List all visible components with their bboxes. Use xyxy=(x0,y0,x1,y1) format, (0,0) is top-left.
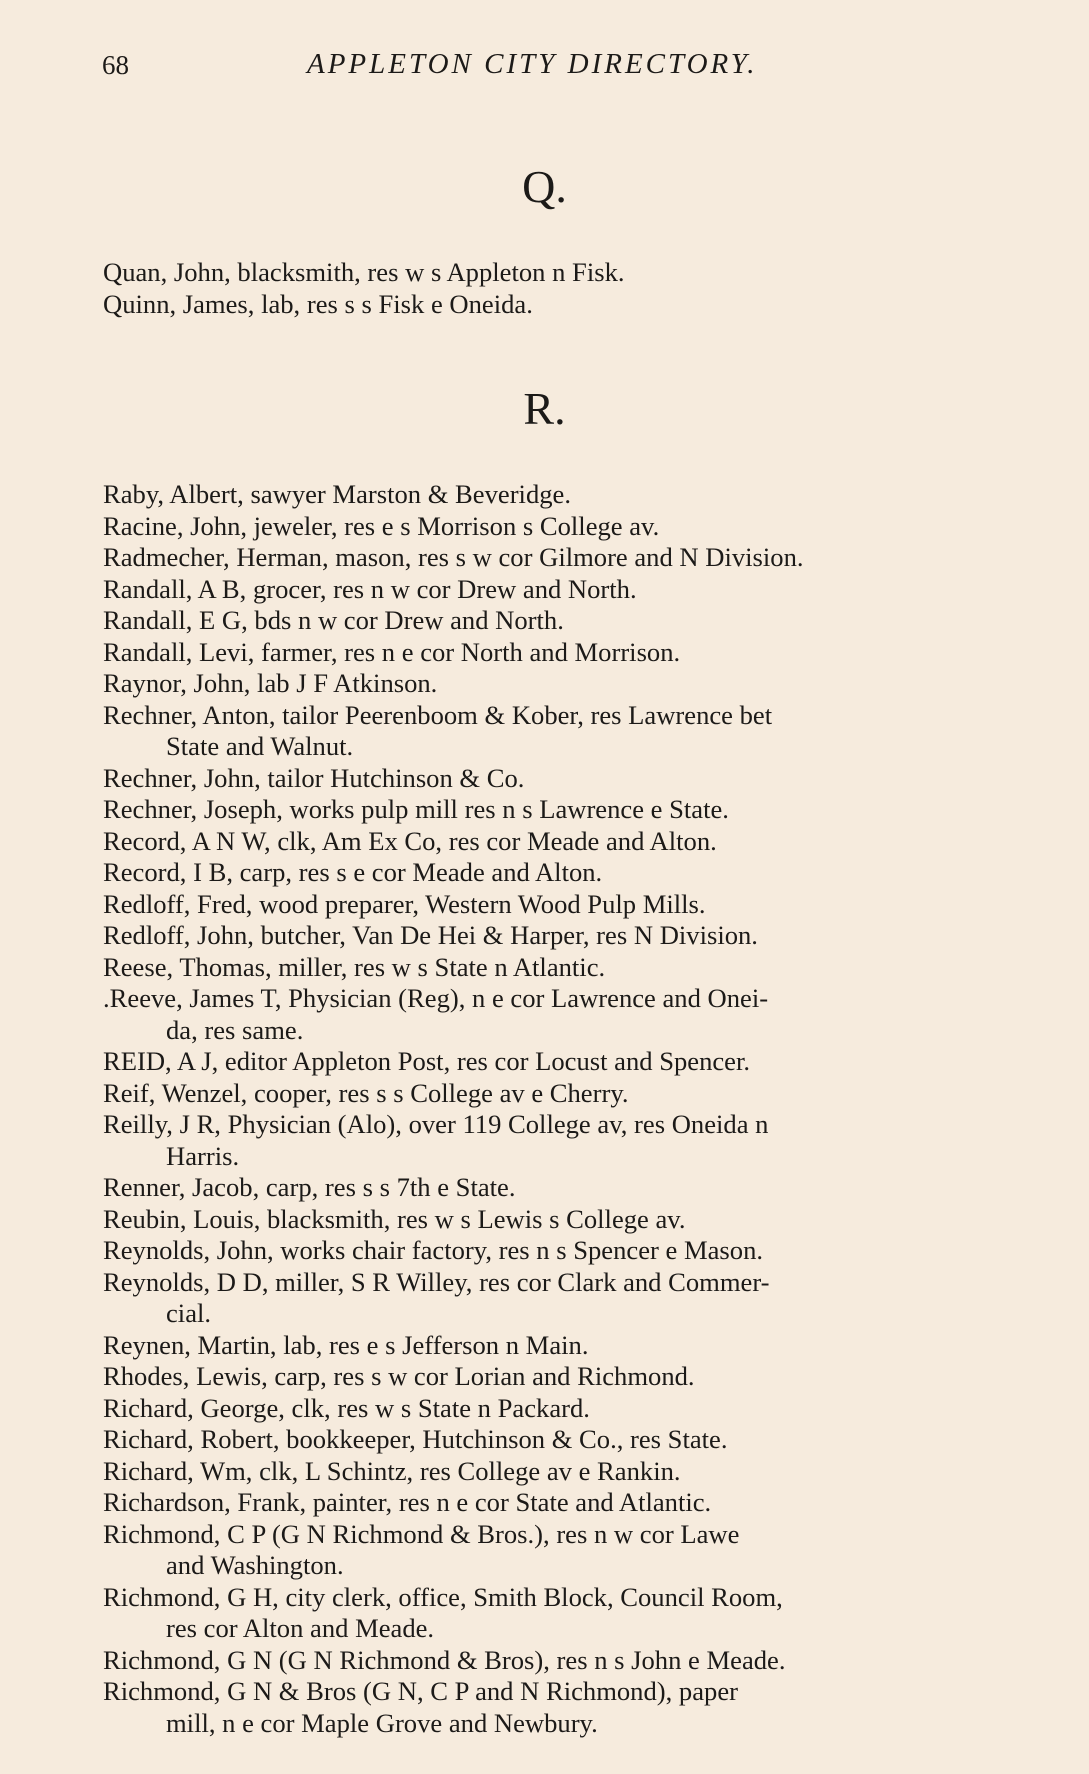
entry-line: Randall, Levi, farmer, res n e cor North and Morrison. xyxy=(103,636,681,667)
entry-line: Quan, John, blacksmith, res w s Appleton n Fisk. xyxy=(103,257,625,287)
section-q-entries xyxy=(103,257,1003,320)
directory-entry xyxy=(103,826,1003,858)
directory-entry xyxy=(103,1424,1003,1456)
directory-entry xyxy=(103,511,1003,543)
page-number: 68 xyxy=(102,50,129,80)
entry-line: Richmond, G H, city clerk, office, Smith Block, Council Room, xyxy=(103,1581,783,1612)
entry-line: Richard, Robert, bookkeeper, Hutchinson & Co., res State. xyxy=(103,1424,728,1454)
directory-entry xyxy=(103,605,1003,637)
entry-line: Richardson, Frank, painter, res n e cor State and Atlantic. xyxy=(103,1487,712,1517)
entry-line: Reynolds, John, works chair factory, res n s Spencer e Mason. xyxy=(103,1235,764,1265)
entry-line: REID, A J, editor Appleton Post, res cor Locust and Spencer. xyxy=(103,1046,751,1076)
directory-entry xyxy=(103,1519,1003,1582)
directory-entry xyxy=(103,574,1003,606)
running-title: APPLETON CITY DIRECTORY. xyxy=(307,48,758,80)
directory-entry xyxy=(103,1235,1003,1267)
entry-continuation: res cor Alton and Meade. xyxy=(166,1613,435,1643)
entry-line: Record, I B, carp, res s e cor Meade and Alton. xyxy=(103,857,603,887)
entry-line: Radmecher, Herman, mason, res s w cor Gilmore and N Division. xyxy=(103,542,804,572)
directory-entry xyxy=(103,1393,1003,1425)
entry-line: Reynen, Martin, lab, res e s Jefferson n Main. xyxy=(103,1329,589,1360)
entry-line: Raby, Albert, sawyer Marston & Beveridge. xyxy=(103,479,571,509)
entry-line: .Reeve, James T, Physician (Reg), n e cor Lawrence and Onei- xyxy=(103,983,769,1013)
directory-entry xyxy=(103,1645,1003,1677)
directory-entry xyxy=(103,763,1003,795)
directory-entry xyxy=(103,1172,1003,1204)
entry-line: Racine, John, jeweler, res e s Morrison s College av. xyxy=(103,510,660,541)
directory-entry xyxy=(103,889,1003,921)
directory-entry xyxy=(103,289,1003,321)
directory-entry xyxy=(103,952,1003,984)
entry-line: Randall, E G, bds n w cor Drew and North. xyxy=(103,605,564,635)
directory-entry xyxy=(103,700,1003,763)
entry-line: Richmond, G N & Bros (G N, C P and N Richmond), paper xyxy=(103,1676,738,1706)
entry-line: Richard, George, clk, res w s State n Packard. xyxy=(103,1392,590,1423)
entry-continuation: State and Walnut. xyxy=(166,731,354,761)
entry-line: Redloff, Fred, wood preparer, Western Wood Pulp Mills. xyxy=(103,888,706,919)
entry-line: Record, A N W, clk, Am Ex Co, res cor Meade and Alton. xyxy=(103,825,717,856)
entry-line: Raynor, John, lab J F Atkinson. xyxy=(103,668,438,698)
directory-entry xyxy=(103,1582,1003,1645)
directory-entry xyxy=(103,1456,1003,1488)
entry-continuation: Harris. xyxy=(166,1140,240,1171)
running-head xyxy=(102,46,992,86)
entry-continuation: da, res same. xyxy=(166,1014,304,1045)
entry-continuation: cial. xyxy=(166,1298,212,1328)
directory-entry xyxy=(103,1204,1003,1236)
entry-line: Randall, A B, grocer, res n w cor Drew and North. xyxy=(103,573,637,604)
entry-line: Reese, Thomas, miller, res w s State n Atlantic. xyxy=(103,951,606,982)
entry-line: Reif, Wenzel, cooper, res s s College av e Cherry. xyxy=(103,1077,629,1108)
directory-entry xyxy=(103,668,1003,700)
directory-entry xyxy=(103,920,1003,952)
entry-line: Rechner, Joseph, works pulp mill res n s Lawrence e State. xyxy=(103,794,729,824)
directory-entry xyxy=(103,257,1003,289)
entry-line: Redloff, John, butcher, Van De Hei & Harper, res N Division. xyxy=(103,920,758,950)
directory-entry xyxy=(103,542,1003,574)
entry-line: Renner, Jacob, carp, res s s 7th e State. xyxy=(103,1172,516,1202)
directory-entry xyxy=(103,1267,1003,1330)
directory-entry xyxy=(103,1330,1003,1362)
directory-entry xyxy=(103,857,1003,889)
entry-line: Reubin, Louis, blacksmith, res w s Lewis s College av. xyxy=(103,1203,686,1234)
directory-entry xyxy=(103,1046,1003,1078)
entry-line: Reilly, J R, Physician (Alo), over 119 College av, res Oneida n xyxy=(103,1109,769,1139)
directory-entry xyxy=(103,1487,1003,1519)
entry-line: Quinn, James, lab, res s s Fisk e Oneida. xyxy=(103,288,533,319)
section-r-entries xyxy=(103,479,1003,1739)
directory-entry xyxy=(103,1078,1003,1110)
directory-entry xyxy=(103,983,1003,1046)
directory-entry xyxy=(103,1109,1003,1172)
directory-entry xyxy=(103,794,1003,826)
entry-line: Richmond, G N (G N Richmond & Bros), res n s John e Meade. xyxy=(103,1644,786,1675)
entry-line: Richmond, C P (G N Richmond & Bros.), res n w cor Lawe xyxy=(103,1518,740,1549)
entry-continuation: and Washington. xyxy=(166,1550,344,1580)
entry-line: Reynolds, D D, miller, S R Willey, res cor Clark and Commer- xyxy=(103,1266,770,1297)
entry-line: Rechner, Anton, tailor Peerenboom & Kober, res Lawrence bet xyxy=(103,699,773,730)
directory-entry xyxy=(103,1676,1003,1739)
entry-line: Rhodes, Lewis, carp, res s w cor Lorian and Richmond. xyxy=(103,1361,695,1391)
section-letter-q: Q. xyxy=(522,161,567,212)
directory-entry xyxy=(103,637,1003,669)
section-letter-r: R. xyxy=(523,383,566,434)
entry-line: Richard, Wm, clk, L Schintz, res College av e Rankin. xyxy=(103,1455,681,1486)
entry-line: Rechner, John, tailor Hutchinson & Co. xyxy=(103,762,525,793)
directory-entry xyxy=(103,1361,1003,1393)
directory-entry xyxy=(103,479,1003,511)
entry-continuation: mill, n e cor Maple Grove and Newbury. xyxy=(166,1707,598,1738)
